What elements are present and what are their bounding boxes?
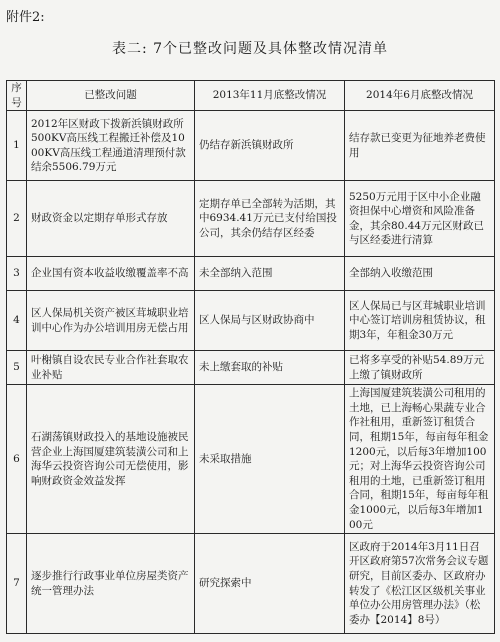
row-number: 3 bbox=[7, 257, 27, 291]
table-row bbox=[7, 257, 495, 291]
issue-cell: 石湖荡镇财政投入的基地设施被民营企业上海国厦建筑装潢公司和上海华云投资咨询公司无偿使用，影响财政资金效益发挥 bbox=[27, 385, 195, 534]
header-status-2014: 2014年6月底整改情况 bbox=[345, 81, 495, 111]
table-row bbox=[7, 291, 495, 351]
header-issue: 已整改问题 bbox=[27, 81, 195, 111]
table-row bbox=[7, 351, 495, 385]
row-number: 5 bbox=[7, 351, 27, 385]
row-number: 2 bbox=[7, 181, 27, 257]
table-row bbox=[7, 111, 495, 181]
status-2013-cell: 区人保局与区财政协商中 bbox=[195, 291, 345, 351]
status-2014-cell: 已将多享受的补贴54.89万元上缴了镇财政所 bbox=[345, 351, 495, 385]
status-2014-cell: 区人保局已与区茸城职业培训中心签订培训房租赁协议，租期3年，年租金30万元 bbox=[345, 291, 495, 351]
table-row bbox=[7, 181, 495, 257]
status-2013-cell: 未采取措施 bbox=[195, 385, 345, 534]
row-number: 1 bbox=[7, 111, 27, 181]
status-2014-cell: 区政府于2014年3月11日召开区政府第57次常务会议专题研究，目前区委办、区政府办转发了《松江区区级机关事业单位办公用房管理办法》（松委办【2014】8号） bbox=[345, 534, 495, 634]
status-2013-cell: 未上缴套取的补贴 bbox=[195, 351, 345, 385]
row-number: 6 bbox=[7, 385, 27, 534]
issue-cell: 叶榭镇自设农民专业合作社套取农业补贴 bbox=[27, 351, 195, 385]
issue-cell: 企业国有资本收益收缴覆盖率不高 bbox=[27, 257, 195, 291]
status-2014-cell: 上海国厦建筑装潢公司租用的土地，已上海畅心果蔬专业合作社租用，重新签订租赁合同，租期15年，每亩每年租金1200元，以后每3年增加100元；对上海华云投资咨询公司租用的土地，已重新签订租用合同，租期15年，每亩每年租金1000元，以后每3年增加100元 bbox=[345, 385, 495, 534]
issue-cell: 区人保局机关资产被区茸城职业培训中心作为办公培训用房无偿占用 bbox=[27, 291, 195, 351]
header-status-2013: 2013年11月底整改情况 bbox=[195, 81, 345, 111]
issue-cell: 财政资金以定期存单形式存放 bbox=[27, 181, 195, 257]
header-row bbox=[7, 81, 495, 111]
header-no: 序号 bbox=[7, 81, 27, 111]
status-2013-cell: 未全部纳入范围 bbox=[195, 257, 345, 291]
table-title: 表二: 7个已整改问题及具体整改情况清单 bbox=[111, 41, 389, 57]
status-2013-cell: 仍结存新浜镇财政所 bbox=[195, 111, 345, 181]
row-number: 7 bbox=[7, 534, 27, 634]
status-2014-cell: 结存款已变更为征地养老费使用 bbox=[345, 111, 495, 181]
issue-cell: 2012年区财政下拨新浜镇财政所500KV高压线工程搬迁补偿及1000KV高压线工程通道清理预付款结余5506.79万元 bbox=[27, 111, 195, 181]
row-number: 4 bbox=[7, 291, 27, 351]
status-2013-cell: 定期存单已全部转为活期，其中6934.41万元已支付给国投公司，其余仍结存区经委 bbox=[195, 181, 345, 257]
table-row bbox=[7, 385, 495, 534]
rectification-table bbox=[6, 80, 495, 634]
issue-cell: 逐步推行行政事业单位房屋类资产统一管理办法 bbox=[27, 534, 195, 634]
status-2014-cell: 5250万元用于区中小企业融资担保中心增资和风险准备金，其余80.44万元区财政已与区经委进行清算 bbox=[345, 181, 495, 257]
table-row bbox=[7, 534, 495, 634]
status-2014-cell: 全部纳入收缴范围 bbox=[345, 257, 495, 291]
status-2013-cell: 研究探索中 bbox=[195, 534, 345, 634]
attachment-label: 附件2: bbox=[6, 10, 45, 25]
